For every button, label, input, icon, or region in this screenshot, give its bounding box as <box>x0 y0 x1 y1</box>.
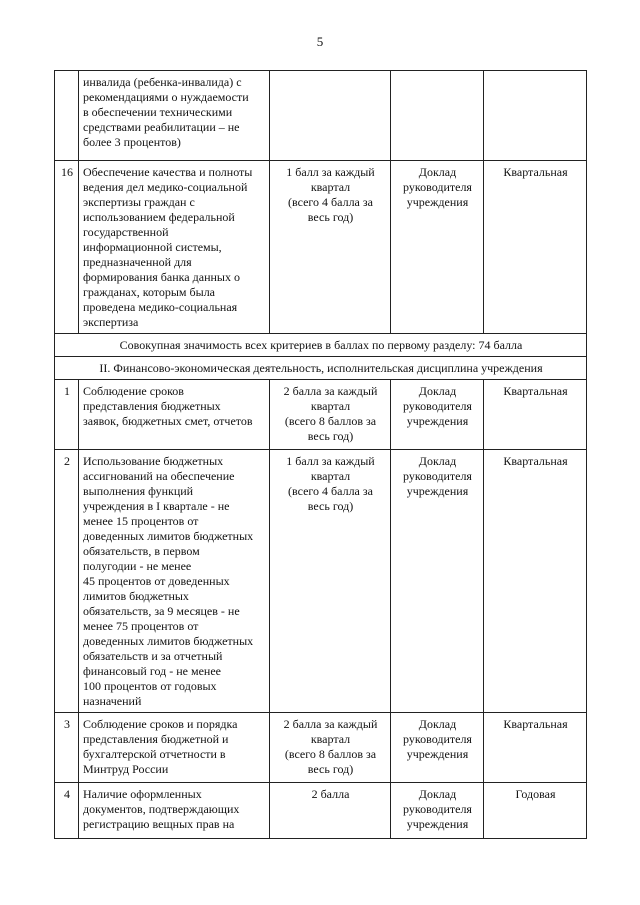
period-cell: Квартальная <box>484 713 587 783</box>
score-cell <box>270 71 391 161</box>
table-row <box>55 713 587 783</box>
section-summary: Совокупная значимость всех критериев в баллах по первому разделу: 74 балла <box>55 334 587 357</box>
row-number: 4 <box>55 783 79 839</box>
report-cell: Доклад руководителя учреждения <box>391 380 484 450</box>
row-number: 16 <box>55 161 79 334</box>
criterion-text: Соблюдение сроков и порядка представления бюджетной и бухгалтерской отчетности в Минтруд России <box>79 713 270 783</box>
criterion-text: Наличие оформленных документов, подтверждающих регистрацию вещных прав на <box>79 783 270 839</box>
report-cell <box>391 71 484 161</box>
table-row <box>55 161 587 334</box>
row-number: 3 <box>55 713 79 783</box>
row-number: 2 <box>55 450 79 713</box>
section-heading: II. Финансово-экономическая деятельность, исполнительская дисциплина учреждения <box>55 357 587 380</box>
score-cell: 1 балл за каждый квартал (всего 4 балла за весь год) <box>270 161 391 334</box>
score-cell: 2 балла за каждый квартал (всего 8 баллов за весь год) <box>270 380 391 450</box>
table-row <box>55 71 587 161</box>
section-summary-row <box>55 334 587 357</box>
period-cell: Квартальная <box>484 161 587 334</box>
page-number: 5 <box>316 34 324 49</box>
table-row <box>55 783 587 839</box>
score-cell: 2 балла за каждый квартал (всего 8 баллов за весь год) <box>270 713 391 783</box>
report-cell: Доклад руководителя учреждения <box>391 450 484 713</box>
section-heading-row <box>55 357 587 380</box>
period-cell: Квартальная <box>484 380 587 450</box>
table-row <box>55 380 587 450</box>
period-cell: Квартальная <box>484 450 587 713</box>
criterion-text: инвалида (ребенка-инвалида) с рекомендациями о нуждаемости в обеспечении техническими средствами реабилитации – не более 3 процентов) <box>79 71 270 161</box>
report-cell: Доклад руководителя учреждения <box>391 783 484 839</box>
period-cell: Годовая <box>484 783 587 839</box>
row-number: 1 <box>55 380 79 450</box>
criterion-text: Обеспечение качества и полноты ведения дел медико-социальной экспертизы граждан с использованием федеральной государственной информационной системы, предназначенной для формирования банка данных о гражданах, которым была проведена медико-социальная экспертиза <box>79 161 270 334</box>
criterion-text: Использование бюджетных ассигнований на обеспечение выполнения функций учреждения в I квартале - не менее 15 процентов от доведенных лимитов бюджетных обязательств, в первом полугодии - не менее 45 процентов от доведенных лимитов бюджетных обязательств, за 9 месяцев - не менее 75 процентов от доведенных лимитов бюджетных обязательств и за отчетный финансовый год - не менее 100 процентов от годовых назначений <box>79 450 270 713</box>
score-cell: 1 балл за каждый квартал (всего 4 балла за весь год) <box>270 450 391 713</box>
score-cell: 2 балла <box>270 783 391 839</box>
report-cell: Доклад руководителя учреждения <box>391 161 484 334</box>
period-cell <box>484 71 587 161</box>
row-number <box>55 71 79 161</box>
report-cell: Доклад руководителя учреждения <box>391 713 484 783</box>
criteria-table <box>54 70 587 839</box>
criterion-text: Соблюдение сроков представления бюджетных заявок, бюджетных смет, отчетов <box>79 380 270 450</box>
table-row <box>55 450 587 713</box>
